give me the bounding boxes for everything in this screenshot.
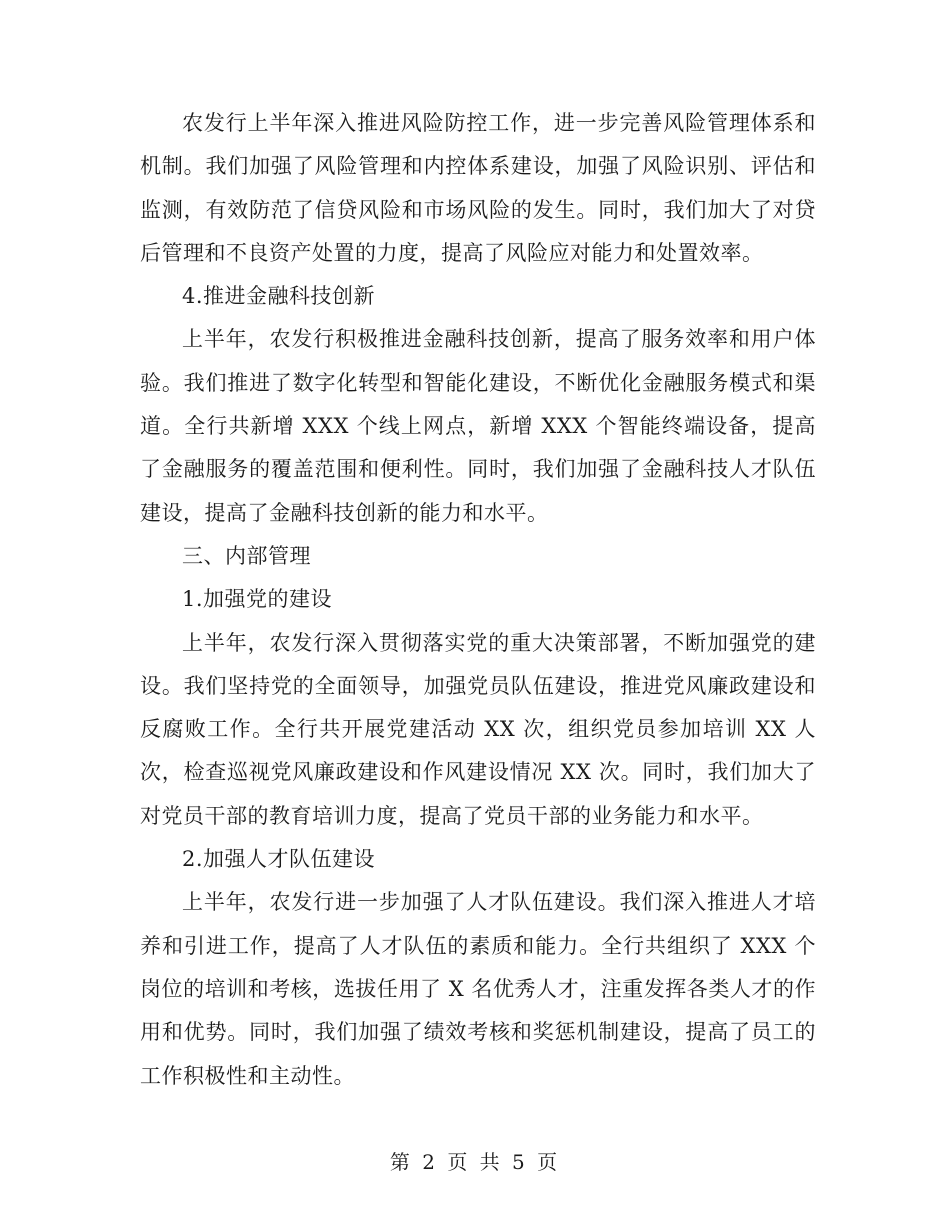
paragraph-risk-control: 农发行上半年深入推进风险防控工作，进一步完善风险管理体系和机制。我们加强了风险管理和内控体系建设，加强了风险识别、评估和监测，有效防范了信贷风险和市场风险的发生。同时，我们加大了对贷后管理和不良资产处置的力度，提高了风险应对能力和处置效率。 [140,111,816,265]
section-heading-fintech: 4.推进金融科技创新 [182,284,376,309]
chapter-heading-internal-management: 三、内部管理 [182,543,311,568]
paragraph-party-building: 上半年，农发行深入贯彻落实党的重大决策部署，不断加强党的建设。我们坚持党的全面领导，加强党员队伍建设，推进党风廉政建设和反腐败工作。全行共开展党建活动 XX 次，组织党员参加培训 XX 人次，检查巡视党风廉政建设和作风建设情况 XX 次。同时，我们加大了对党员干部的教育培训力度，提高了党员干部的业务能力和水平。 [140,630,816,828]
document-body [140,102,816,1098]
section-heading-party-building: 1.加强党的建设 [182,587,333,612]
paragraph-talent: 上半年，农发行进一步加强了人才队伍建设。我们深入推进人才培养和引进工作，提高了人才队伍的素质和能力。全行共组织了 XXX 个岗位的培训和考核，选拔任用了 X 名优秀人才，注重发挥各类人才的作用和优势。同时，我们加强了绩效考核和奖惩机制建设，提高了员工的工作积极性和主动性。 [140,890,816,1088]
section-heading-talent: 2.加强人才队伍建设 [182,847,376,872]
paragraph-fintech: 上半年，农发行积极推进金融科技创新，提高了服务效率和用户体验。我们推进了数字化转型和智能化建设，不断优化金融服务模式和渠道。全行共新增 XXX 个线上网点，新增 XXX 个智能终端设备，提高了金融服务的覆盖范围和便利性。同时，我们加强了金融科技人才队伍建设，提高了金融科技创新的能力和水平。 [140,327,816,525]
page-number-footer: 第 2 页 共 5 页 [389,1150,561,1174]
